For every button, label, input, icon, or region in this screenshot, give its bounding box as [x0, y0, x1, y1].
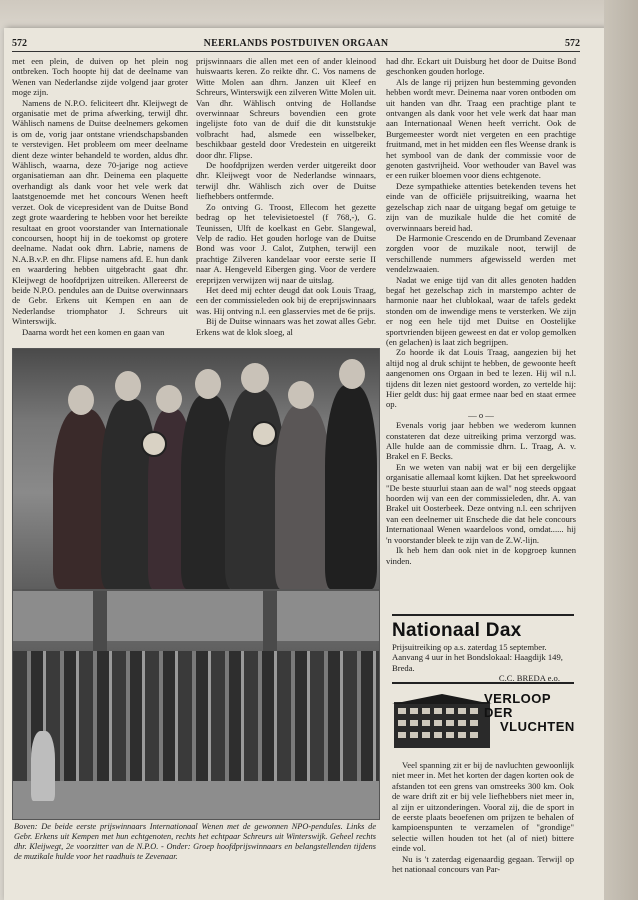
text-column-1 — [12, 56, 188, 342]
paragraph: met een plein, de duiven op het plein nog ontbreken. Toch hoopte hij dat de deelname van Wenen van Nederlandse zijde volgend jaar groter moge zijn. — [12, 56, 188, 98]
paragraph: Nadat we enige tijd van dit alles genoten hadden begaf het gezelschap zich in marstempo achter de harmonie naar het clublokaal, waar de tafels gedekt stonden om de inwendige mens te versterken. We zijn er nog een hele tijd met Duitse en Oostelijke sportvrienden bijeen geweest en dat er volop gemolken (en gelachen) is laat zich begrijpen. — [386, 274, 576, 347]
paragraph: Zo hoorde ik dat Louis Traag, aangezien bij het altijd nog al druk schijnt te hebben, de gewoonte heeft aangenomen ons Orgaan in bed te lezen. Hij wil n.l. tijdens dit lezen niet gestoord worden, zo vertelde hij: Hier geldt dus: hij gaat ermee naar bed en staat ermee op. — [386, 347, 576, 410]
person-head — [339, 359, 365, 389]
building-pillar — [93, 591, 107, 651]
person-figure — [325, 385, 377, 589]
paragraph: Nu is 't zaterdag eigenaardig gegaan. Terwijl op het nationaal concours van Par- — [392, 853, 574, 875]
person-figure — [275, 405, 331, 589]
pendule-clock-icon — [141, 431, 167, 457]
paragraph: En we weten van nabij wat er bij een dergelijke organisatie allemaal komt kijken. Dat het spreekwoord "De beste stuurlui staan aan de wal" nog steeds opgaat hoorden wij van een der commissieleden, dhr. A. van Brakel uit Oosterbeek. Deze ontving n.l. een schrijven van een deelnemer uit Enschede die dat hele concours Internationaal Wenen waardeloos vond, omdat...... hij 'n voorstander bleek te zijn van de Z.W.-lijn. — [386, 461, 576, 545]
paragraph: Namens de N.P.O. feliciteert dhr. Kleijwegt de organisatie met de prima afwerking, terwijl dhr. Wählisch namens de Duitse deelnemers gekomen is om de, vorig jaar ontstane vriendschapsbanden te verstevigen. Het probleem om meer deelname dient deze winter behandeld te worden, aldus dhr. Wählisch, waarna, deze 70-jarige nog actieve organisatieman aan dhr. Deinema een plaquette overhandigt als dank voor het vele werk dat laatstgenoemde met het concours Wenen heeft verzet. Ook de vicepresident van de Duitse Bond zegt grote waardering te hebben voor het bereikte resultaat en groot voorstander van Internationale concoursen, hoopt hij in de toekomst op grotere deelname. Nadat ook dhrn. Labrie, namens de N.A.B.v.P. en dhr. Flipse namens afd. E. hun dank en waardering hebben uitgebracht gaat dhr. Kleijwegt de hoofdprijzen uitreiken. Allereerst de beide N.P.O. pendules aan de Duitse overwinnaars de Gebr. Erkens uit Kempen en aan de Nederlandse triomphator J. Schreurs uit Winterswijk. — [12, 97, 188, 327]
person-head — [288, 381, 314, 409]
page-number-left: 572 — [12, 38, 27, 49]
paragraph: Zo ontving G. Troost, Ellecom het gezette bedrag op het televisietoestel (f 768,-), G. Teunissen, Ulft de koelkast en Gebr. Slangewal, Velp de radio. Het gouden horloge van de Duitse Bond was voor J. Calot, Zutphen, terwijl een prachtige Zilveren kandelaar voor eerste serie II naar A. Hengeveld Eibergen ging. Voor de verdere ereprijzen verwijzen wij naar de uitslag. — [196, 201, 376, 285]
photo-group-town-hall — [12, 590, 380, 820]
paragraph: Bij de Duitse winnaars was het zowat alles Gebr. Erkens wat de klok sloeg, al — [196, 316, 376, 337]
pigeon-loft-illustration — [392, 692, 492, 756]
section-title-line: VERLOOP DER — [484, 691, 551, 720]
text-column-2 — [196, 56, 376, 342]
building-facade — [13, 591, 379, 641]
person-head — [241, 363, 269, 393]
journal-title: NEERLANDS POSTDUIVEN ORGAAN — [203, 38, 389, 49]
building-pillar — [263, 591, 277, 651]
paragraph: Ik heb hem dan ook niet in de kopgroep kunnen vinden. — [386, 545, 576, 566]
pendule-clock-icon — [251, 421, 277, 447]
text-column-4 — [392, 760, 574, 900]
advert-text: Prijsuitreiking op a.s. zaterdag 15 september. Aanvang 4 uur in het Bondslokaal: Haagdijk 149, Breda. — [392, 642, 563, 673]
page-number-right: 572 — [565, 38, 580, 49]
paragraph: Deze sympathieke attenties betekenden tevens het einde van de officiële prijsuitreiking, waarna het gezelschap zich naar de uitgang begaf om getuige te zijn van de muzikale hulde die het comité de overwinnaars bereid had. — [386, 180, 576, 233]
paragraph: Als de lange rij prijzen hun bestemming gevonden hebben wordt mevr. Deinema naar voren ontboden om uit handen van dhr. Traag een prachtige plant te ontvangen als dank voor het vele werk dat haar man aan Internationaal Wenen heeft verricht. Ook de Burgemeester wordt niet vergeten en een prachtige fruitmand, met in het midden een fles Weense drank is het symbool van de dank der commissie voor de genoten gastvrijheid. Voor wethouder van Bavel was er een ruiker bloemen voor diens echtgenote. — [386, 76, 576, 181]
text-column-3 — [386, 56, 576, 612]
paragraph: Veel spanning zit er bij de navluchten gewoonlijk niet meer in. Met het korten der dagen korten ook de afstanden tot een grens van omstreeks 300 km. Ook de ware drift zit er bij vele liefhebbers niet meer in, al zijn er uitzonderingen. Vooral zij, die de sport in de eerste plaats beoefenen om prijzen te behalen of kampioenspunten te verzamelen of "grondige" selectie willen houden tot het (al of niet) bittere einde vol. — [392, 760, 574, 854]
scan-top-edge — [0, 0, 638, 28]
binding-edge — [604, 0, 638, 900]
advert-nationaal-dax — [392, 614, 574, 684]
paragraph: prijswinnaars die allen met een of ander kleinood huiswaarts keren. Zo reikte dhr. C. Vos namens de Witte Molen aan dhrn. Janzen uit Kleef en Schreurs, Winterswijk een zilveren Witte Molen uit. Van dhr. Wählisch ontving de Hollandse overwinnaar Schreurs bovendien een grote ingelijste foto van de duif die dit kunststukje volbracht had, alsmede een wisselbeker, beschikbaar gesteld door Vredestein en uitgereikt door dhr. Flipse. — [196, 56, 376, 160]
section-separator: — o — — [468, 409, 494, 420]
paragraph: De hoofdprijzen werden verder uitgereikt door dhr. Kleijwegt voor de Nederlandse winnaars, terwijl dhr. Wählisch zich over de Duitse liefhebbers ontfermde. — [196, 160, 376, 202]
person-head — [156, 385, 182, 413]
person-head — [68, 385, 94, 415]
section-verloop-der-vluchten — [392, 688, 574, 760]
person-head — [195, 369, 221, 399]
advert-signature: C.C. BREDA e.o. — [498, 673, 560, 684]
advert-title: Nationaal Dax — [392, 620, 522, 641]
section-title-line: VLUCHTEN — [500, 719, 575, 734]
child-figure — [31, 731, 55, 801]
paragraph: Daarna wordt het een komen en gaan van — [22, 326, 165, 337]
section-title — [484, 692, 575, 734]
photo-caption: Boven: De beide eerste prijswinnaars Internationaal Wenen met de gewonnen NPO-pendules. Links de Gebr. Erkens uit Kempen met hun echtgenoten, rechts het echtpaar Schreurs uit Winterswijk. Geheel rechts dhr. Kleijwegt, 2e voorzitter van de N.P.O. - Onder: Groep hoofdprijswinnaars en belangstellenden tijdens de muzikale hulde voor het raadhuis te Zevenaar. — [14, 822, 376, 861]
pavement — [13, 781, 379, 819]
paragraph: De Harmonie Crescendo en de Drumband Zevenaar zorgden voor de muzikale noot, terwijl de verschillende nummers afgewisseld werden met vendelzwaaien. — [386, 232, 576, 275]
paragraph: Het deed mij echter deugd dat ook Louis Traag, een der commissieleden ook bij de ereprijswinnaars was. Hij ontving n.l. een glasservies met de 6e prijs. — [196, 284, 376, 316]
header-rule — [12, 51, 580, 52]
person-head — [115, 371, 141, 401]
crowd-of-people — [13, 651, 379, 781]
photo-prize-winners — [12, 348, 380, 590]
paragraph: Evenals vorig jaar hebben we wederom kunnen constateren dat deze uitreiking prima verzorgd was. Alle hulde aan de commissie dhrn. L. Traag, A. v. Brakel en F. Becks. — [386, 420, 576, 462]
paragraph: had dhr. Eckart uit Duisburg het door de Duitse Bond geschonken gouden horloge. — [386, 56, 576, 77]
